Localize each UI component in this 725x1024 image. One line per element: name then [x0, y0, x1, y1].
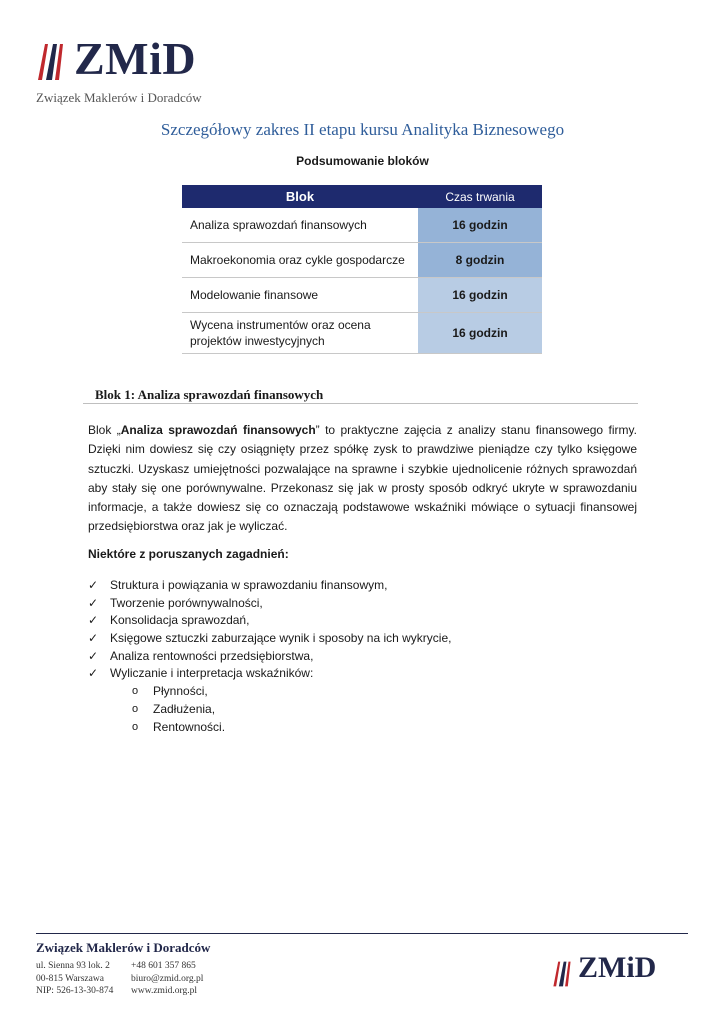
zmid-logo-mark-icon	[36, 42, 68, 82]
footer-contact	[131, 960, 203, 998]
table-cell-duration: 16 godzin	[418, 278, 542, 313]
footer-phone: +48 601 357 865	[131, 961, 196, 971]
footer-address-line: ul. Sienna 93 lok. 2	[36, 961, 110, 971]
footer-org-name: Związek Maklerów i Doradców	[36, 940, 211, 955]
list-item	[88, 612, 451, 630]
document-title: Szczegółowy zakres II etapu kursu Analityka Biznesowego	[160, 120, 565, 139]
footer-address-line: NIP: 526-13-30-874	[36, 986, 114, 996]
table-row	[182, 313, 542, 354]
table-row	[182, 208, 542, 243]
logo-text: ZMiD	[74, 33, 197, 84]
block1-heading: Blok 1: Analiza sprawozdań finansowych	[95, 387, 324, 402]
table-cell-name: Analiza sprawozdań finansowych	[182, 208, 418, 243]
sub-list-item-text: Zadłużenia,	[153, 701, 216, 716]
topics-list	[88, 577, 451, 736]
block1-description	[88, 421, 637, 537]
footer-address	[36, 960, 113, 998]
footer-logo	[552, 951, 692, 995]
table-cell-duration: 16 godzin	[418, 208, 542, 243]
zmid-logo-mark-icon	[552, 959, 574, 989]
list-item-text: Księgowe sztuczki zaburzające wynik i sposoby na ich wykrycie,	[110, 631, 452, 646]
check-icon: ✓	[88, 595, 99, 610]
table-cell-name: Makroekonomia oraz cykle gospodarcze	[182, 243, 418, 278]
list-item	[88, 595, 451, 613]
list-item-text: Wyliczanie i interpretacja wskaźników:	[110, 666, 314, 681]
para-prefix: Blok „	[88, 423, 121, 437]
para-rest: ” to praktyczne zajęcia z analizy stanu finansowego firmy. Dzięki nim dowiesz się czy osiągnięty przez spółkę zysk to prawdziwe pieniądze czy tylko księgowe sztuczki. Uzyskasz umiejętności pozwalające na sprawne i szybkie ujednolicenie różnych sprawozdań aby stały się one porównywalne. Przekonasz się jak w prosty sposób odkryć ukryte w sprawozdaniu informacje, a także dowiesz się co oznaczają podstawowe wskaźniki mówiące o sytuacji finansowej przedsiębiorstwa oraz jak je wyliczać.	[88, 423, 637, 534]
sub-list-item	[88, 719, 451, 737]
sub-list-item	[88, 701, 451, 719]
logo-subtitle: Związek Maklerów i Doradców	[36, 90, 202, 105]
header-logo	[36, 33, 236, 108]
table-row	[182, 243, 542, 278]
list-item	[88, 665, 451, 683]
table-cell-name: Modelowanie finansowe	[182, 278, 418, 313]
list-item	[88, 577, 451, 595]
check-icon: ✓	[88, 613, 99, 628]
list-item-text: Struktura i powiązania w sprawozdaniu finansowym,	[110, 578, 388, 592]
footer-email-link[interactable]: biuro@zmid.org.pl	[131, 973, 204, 984]
table-header-blok: Blok	[182, 185, 418, 208]
block1-divider	[83, 403, 638, 404]
check-icon: ✓	[88, 648, 99, 663]
list-item-text: Analiza rentowności przedsiębiorstwa,	[110, 648, 314, 663]
table-cell-duration: 16 godzin	[418, 313, 542, 354]
table-row	[182, 278, 542, 313]
circle-bullet-icon: o	[132, 702, 139, 715]
topics-heading: Niektóre z poruszanych zagadnień:	[88, 547, 289, 561]
summary-heading: Podsumowanie bloków	[296, 154, 429, 168]
table-cell-name: Wycena instrumentów oraz ocena projektów inwestycyjnych	[182, 313, 418, 354]
table-header-duration: Czas trwania	[418, 185, 542, 208]
summary-table	[182, 185, 542, 354]
list-item-text: Konsolidacja sprawozdań,	[110, 613, 250, 628]
footer-website-link[interactable]: www.zmid.org.pl	[131, 986, 197, 996]
list-item	[88, 648, 451, 666]
footer-logo-text: ZMiD	[578, 951, 657, 984]
list-item	[88, 630, 451, 648]
sub-list-item-text: Płynności,	[153, 684, 208, 699]
footer-divider	[36, 933, 688, 934]
footer-address-line: 00-815 Warszawa	[36, 973, 104, 984]
circle-bullet-icon: o	[132, 720, 139, 733]
table-cell-duration: 8 godzin	[418, 243, 542, 278]
list-item-text: Tworzenie porównywalności,	[110, 595, 263, 610]
sub-list-item	[88, 683, 451, 701]
circle-bullet-icon: o	[132, 685, 139, 698]
sub-list-item-text: Rentowności.	[153, 719, 226, 734]
check-icon: ✓	[88, 666, 99, 681]
check-icon: ✓	[88, 631, 99, 646]
table-header-row	[182, 185, 542, 208]
subtopics-list	[88, 683, 451, 736]
check-icon: ✓	[88, 578, 99, 592]
sublist-container	[88, 683, 451, 736]
para-bold: Analiza sprawozdań finansowych	[120, 423, 316, 437]
